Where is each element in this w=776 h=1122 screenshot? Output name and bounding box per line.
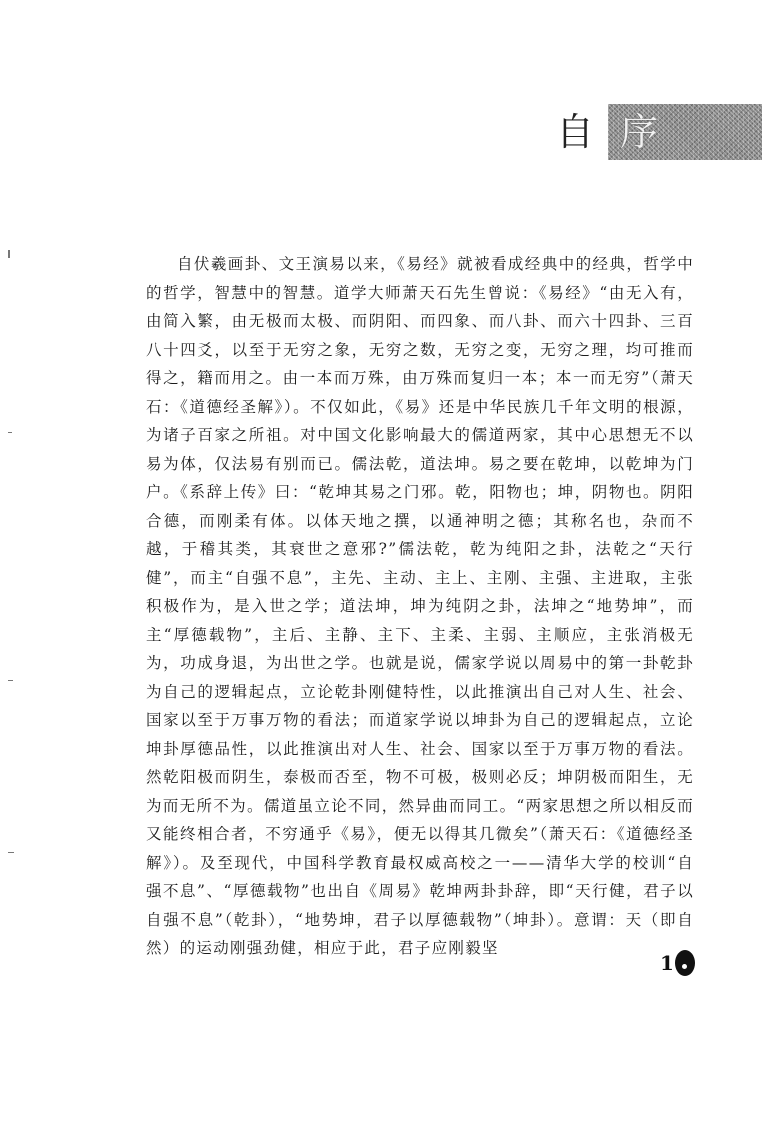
margin-mark [8,852,14,853]
preface-body: 自伏羲画卦、文王演易以来，《易经》就被看成经典中的经典，哲学中的哲学，智慧中的智慧。道学大师萧天石先生曾说：《易经》“由无入有，由简入繁，由无极而太极、而阴阳、而四象、而八卦、而六十四卦、三百八十四爻，以至于无穷之象，无穷之数，无穷之变，无穷之理，均可推而得之，籍而用之。由一本而万殊，由万殊而复归一本；本一而无穷”（萧天石：《道德经圣解》）。不仅如此，《易》还是中华民族几千年文明的根源，为诸子百家之所祖。对中国文化影响最大的儒道两家，其中心思想无不以易为体，仅法易有别而已。儒法乾，道法坤。易之要在乾坤，以乾坤为门户。《系辞上传》曰：“乾坤其易之门邪。乾，阳物也；坤，阴物也。阴阳合德，而刚柔有体。以体天地之撰，以通神明之德；其称名也，杂而不越，于稽其类，其衰世之意邪?”儒法乾，乾为纯阳之卦，法乾之“天行健”，而主“自强不息”，主先、主动、主上、主刚、主强、主进取，主张积极作为，是入世之学；道法坤，坤为纯阴之卦，法坤之“地势坤”，而主“厚德载物”，主后、主静、主下、主柔、主弱、主顺应，主张消极无为，功成身退，为出世之学。也就是说，儒家学说以周易中的第一卦乾卦为自己的逻辑起点，立论乾卦刚健特性，以此推演出自己对人生、社会、国家以至于万事万物的看法；而道家学说以坤卦为自己的逻辑起点，立论坤卦厚德品性，以此推演出对人生、社会、国家以至于万事万物的看法。然乾阳极而阴生，泰极而否至，物不可极，极则必反；坤阴极而阳生，无为而无所不为。儒道虽立论不同，然异曲而同工。“两家思想之所以相反而又能终相合者，不穷通乎《易》，便无以得其几微矣”（萧天石：《道德经圣解》）。及至现代，中国科学教育最权威高校之一——清华大学的校训“自强不息”、“厚德载物”也出自《周易》乾坤两卦卦辞，即“天行健，君子以自强不息”（乾卦），“地势坤，君子以厚德载物”（坤卦）。意谓：天（即自然）的运动刚强劲健，相应于此，君子应刚毅坚 [146,255,694,957]
title-char-zi: 自 [556,110,595,154]
title-texture-box [608,104,762,160]
chapter-title [556,104,762,160]
margin-mark [8,250,10,258]
page-footer [660,950,695,976]
margin-mark [8,432,12,433]
title-char-xu: 序 [620,110,659,154]
margin-mark [8,680,13,681]
page-number: 1 [660,951,674,975]
yin-yang-icon [675,950,695,976]
